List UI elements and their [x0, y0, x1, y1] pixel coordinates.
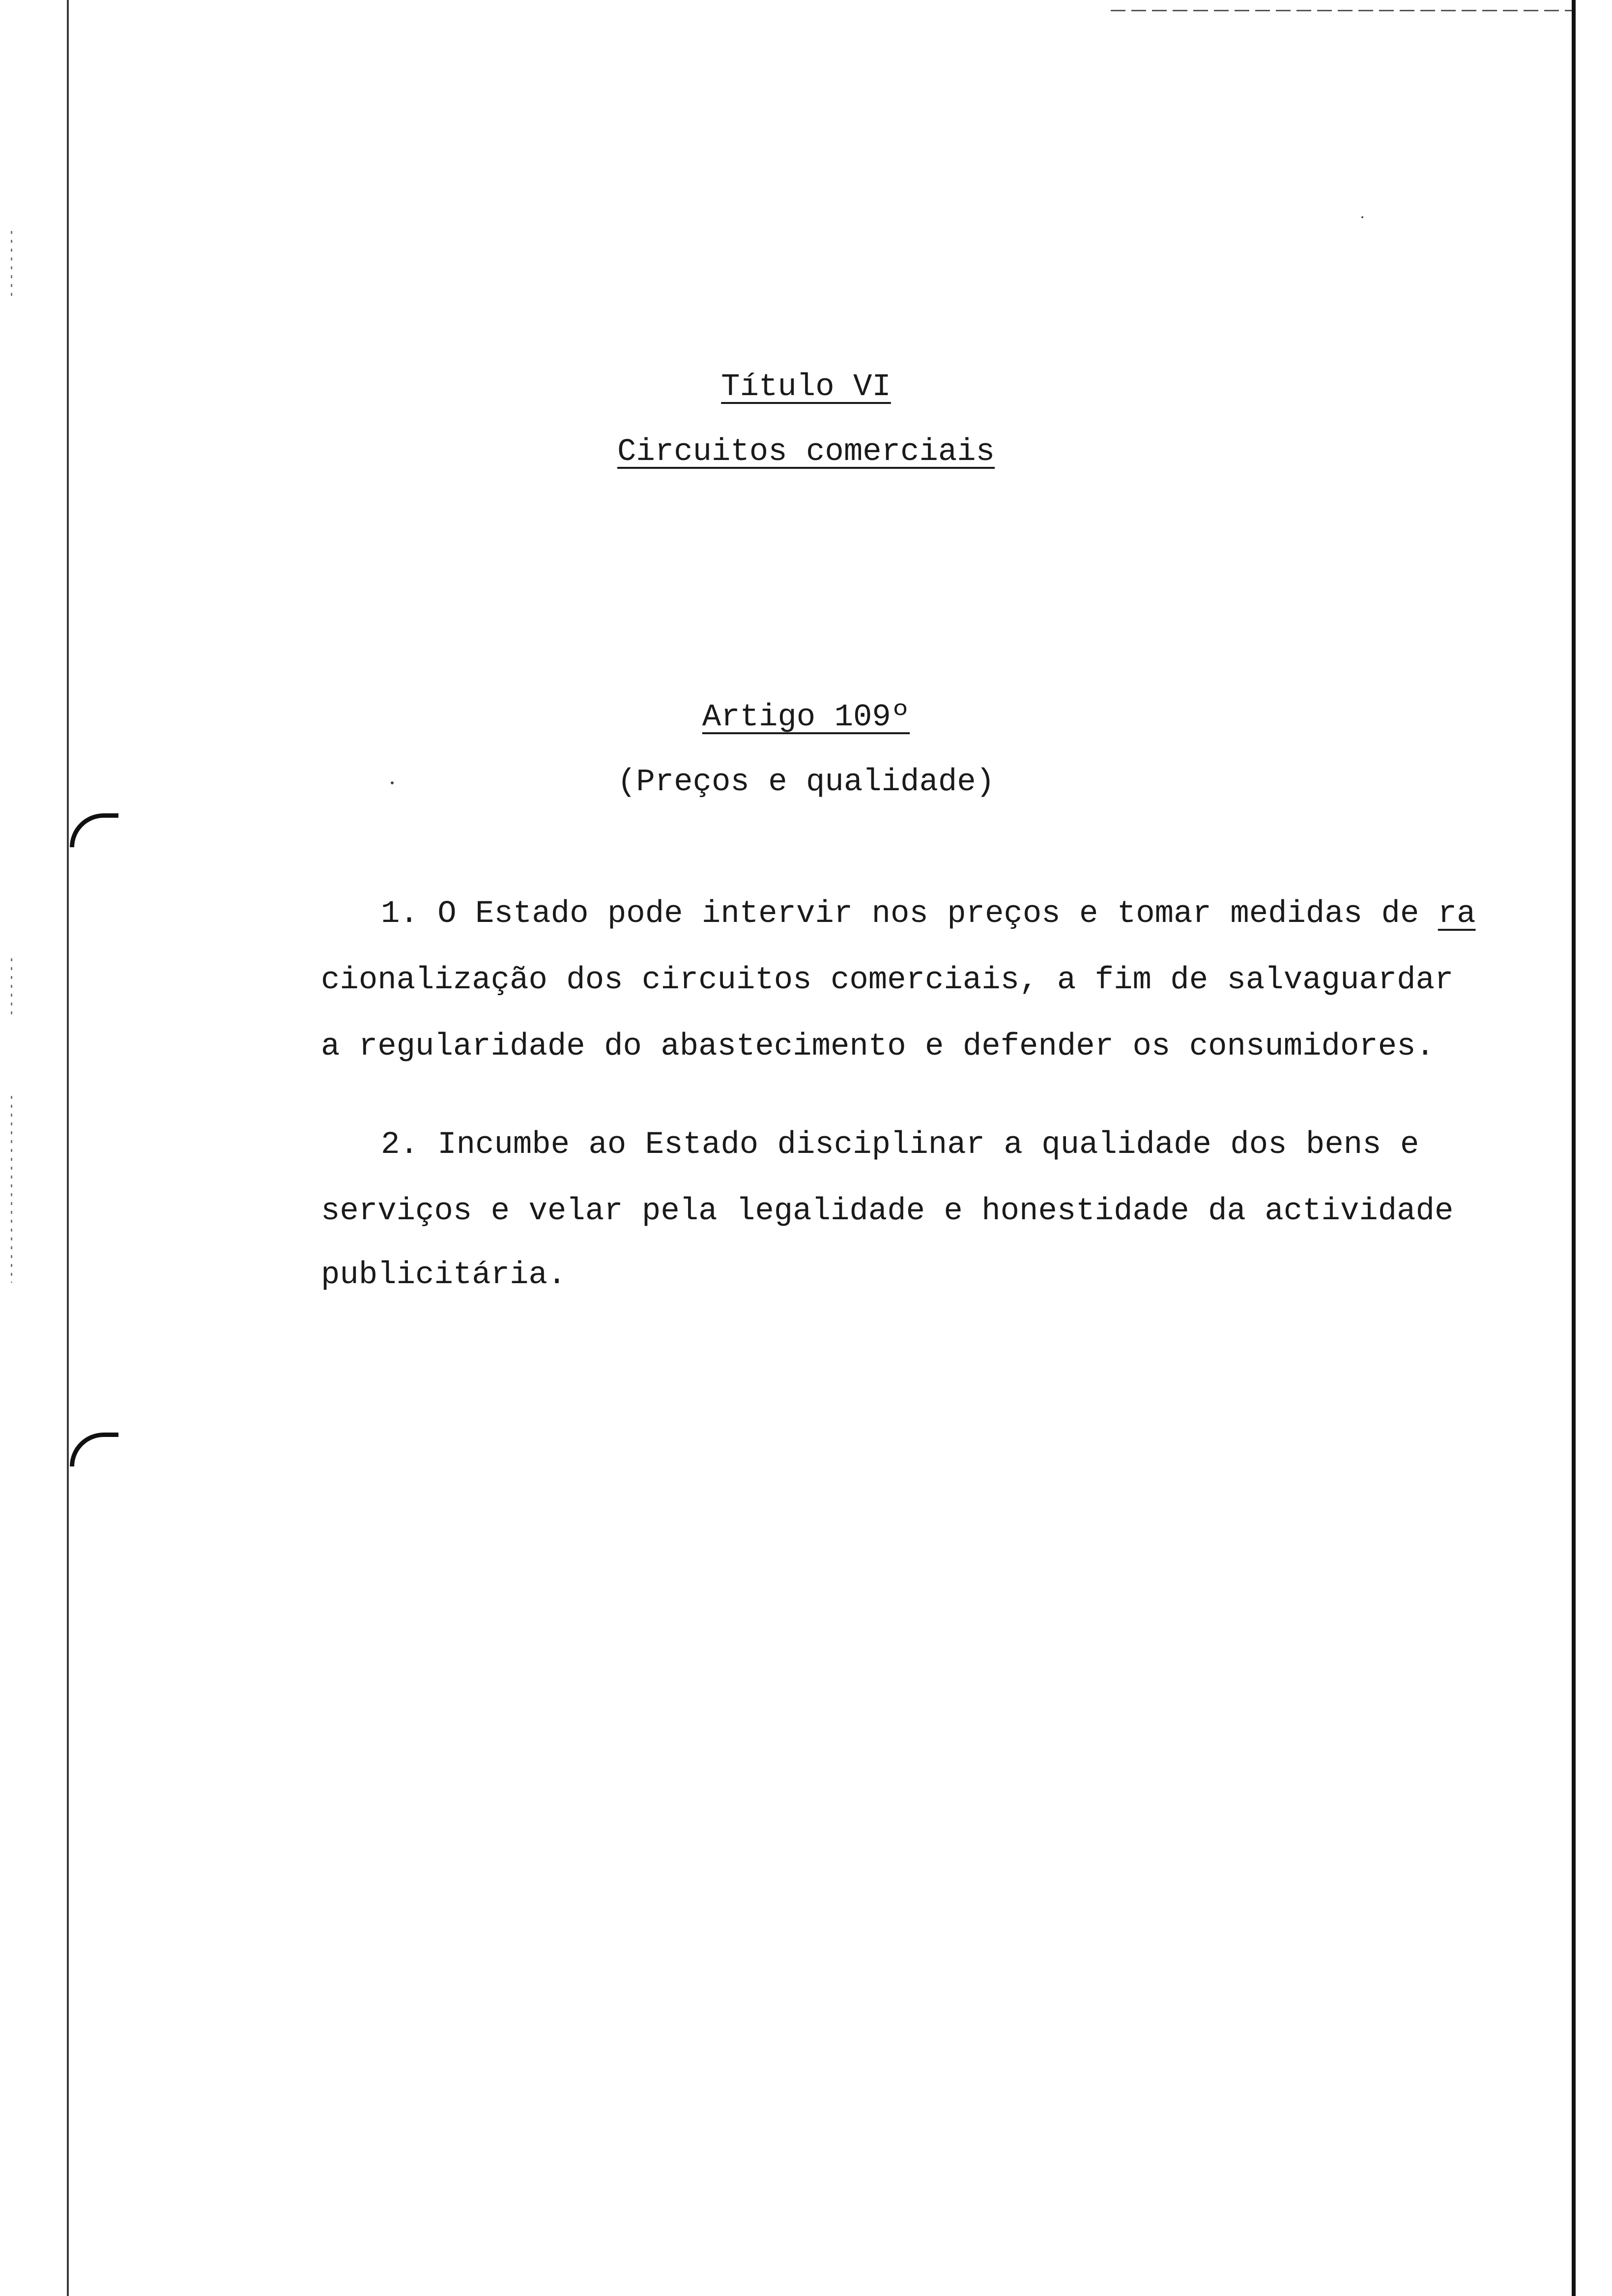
speck [1361, 216, 1363, 218]
paragraph-2-line-2: serviços e velar pela legalidade e honestidade da actividade [321, 1194, 1454, 1229]
article-heading [0, 698, 1612, 737]
paragraph-1-line-3: a regularidade do abastecimento e defender os consumidores. [321, 1029, 1435, 1064]
paragraph-1-line-1-hyphen-part: ra [1438, 896, 1476, 932]
paragraph-2-line-3: publicitária. [321, 1258, 567, 1293]
margin-mark [11, 1096, 12, 1283]
paragraph-1-line-1-text: 1. O Estado pode intervir nos preços e tomar medidas de [381, 896, 1438, 932]
title-subtitle [0, 432, 1612, 472]
title-heading-text: Título VI [721, 370, 891, 405]
article-heading-text: Artigo 109º [702, 700, 910, 735]
punch-hole-mark [70, 813, 118, 847]
margin-mark [11, 231, 12, 300]
paragraph-2-line-1: 2. Incumbe ao Estado disciplinar a qualidade dos bens e [381, 1127, 1419, 1163]
page-left-edge [67, 0, 69, 2296]
page-top-edge [1111, 10, 1572, 11]
title-subtitle-text: Circuitos comerciais [617, 434, 995, 470]
paragraph-1-line-1 [381, 894, 1476, 934]
paragraph-1-line-2: cionalização dos circuitos comerciais, a fim de salvaguardar [321, 963, 1454, 998]
article-subheading [0, 763, 1612, 802]
margin-mark [11, 958, 12, 1017]
punch-hole-mark [70, 1433, 118, 1466]
article-subheading-text: (Preços e qualidade) [617, 765, 995, 800]
page-right-edge [1572, 0, 1576, 2296]
title-heading [0, 368, 1612, 407]
